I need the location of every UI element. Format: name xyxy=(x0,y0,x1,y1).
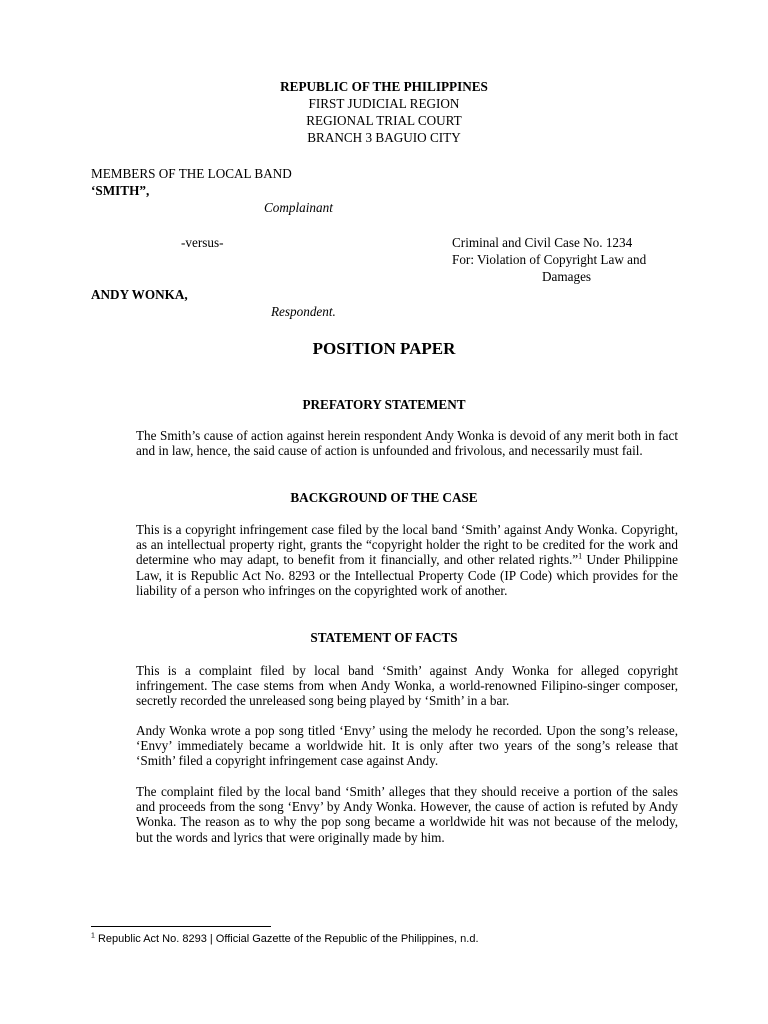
background-text-part1: This is a copyright infringement case filed by the local band ‘Smith’ against Andy Wonka. Copyright, as an intellectual property right, grants the “copyright holder the right to be credited for the work and determine who may adapt, to benefit from it financially, and other related rights.” xyxy=(136,522,678,568)
complainant-name-line2: ‘SMITH”, xyxy=(91,183,150,198)
background-text-part2: Under Philippine Law, it is Republic Act No. 8293 or the Intellectual Property Code (IP Code) which provides for the liability of a person who infringes on the copyrighted work of another. xyxy=(136,552,678,598)
facts-paragraph-1: This is a complaint filed by local band ‘Smith’ against Andy Wonka for alleged copyright infringement. The case stems from when Andy Wonka, a world-renowned Filipino-singer composer, secretly recorded the unreleased song being played by ‘Smith’ in a bar. xyxy=(136,663,678,709)
footnote-reference: 1 xyxy=(578,552,583,562)
respondent-role: Respondent. xyxy=(271,304,336,319)
case-for-line2: Damages xyxy=(542,269,592,284)
court-header-region: FIRST JUDICIAL REGION xyxy=(308,96,460,111)
respondent-name: ANDY WONKA, xyxy=(91,287,188,302)
footnote xyxy=(91,933,691,946)
court-header-court: REGIONAL TRIAL COURT xyxy=(306,113,462,128)
footnote-text: Republic Act No. 8293 | Official Gazette of the Republic of the Philippines, n.d. xyxy=(94,933,479,945)
complainant-role: Complainant xyxy=(264,200,333,215)
complainant-name-line1: MEMBERS OF THE LOCAL BAND xyxy=(91,166,292,181)
prefatory-paragraph: The Smith’s cause of action against herein respondent Andy Wonka is devoid of any merit both in fact and in law, hence, the said cause of action is unfounded and frivolous, and necessarily must fail. xyxy=(136,428,678,459)
footnote-number: 1 xyxy=(91,932,95,940)
case-for-line1: For: Violation of Copyright Law and xyxy=(452,252,647,267)
background-heading: BACKGROUND OF THE CASE xyxy=(290,490,478,505)
facts-paragraph-2: Andy Wonka wrote a pop song titled ‘Envy’ using the melody he recorded. Upon the song’s release, ‘Envy’ immediately became a worldwide hit. It is only after two years of the song’s release that ‘Smith’ filed a copyright infringement case against Andy. xyxy=(136,723,678,769)
background-paragraph xyxy=(136,522,678,598)
versus-label: -versus- xyxy=(181,235,224,250)
facts-heading: STATEMENT OF FACTS xyxy=(310,630,458,645)
court-header-branch: BRANCH 3 BAGUIO CITY xyxy=(307,130,461,145)
facts-paragraph-3: The complaint filed by the local band ‘Smith’ alleges that they should receive a portion of the sales and proceeds from the song ‘Envy’ by Andy Wonka. However, the cause of action is refuted by Andy Wonka. The reason as to why the pop song became a worldwide hit was not because of the melody, but the words and lyrics that were originally made by him. xyxy=(136,784,678,845)
case-number: Criminal and Civil Case No. 1234 xyxy=(452,235,633,250)
footnote-separator xyxy=(91,926,271,927)
document-title: POSITION PAPER xyxy=(312,339,456,358)
court-header-republic: REPUBLIC OF THE PHILIPPINES xyxy=(280,79,488,94)
prefatory-heading: PREFATORY STATEMENT xyxy=(302,397,466,412)
